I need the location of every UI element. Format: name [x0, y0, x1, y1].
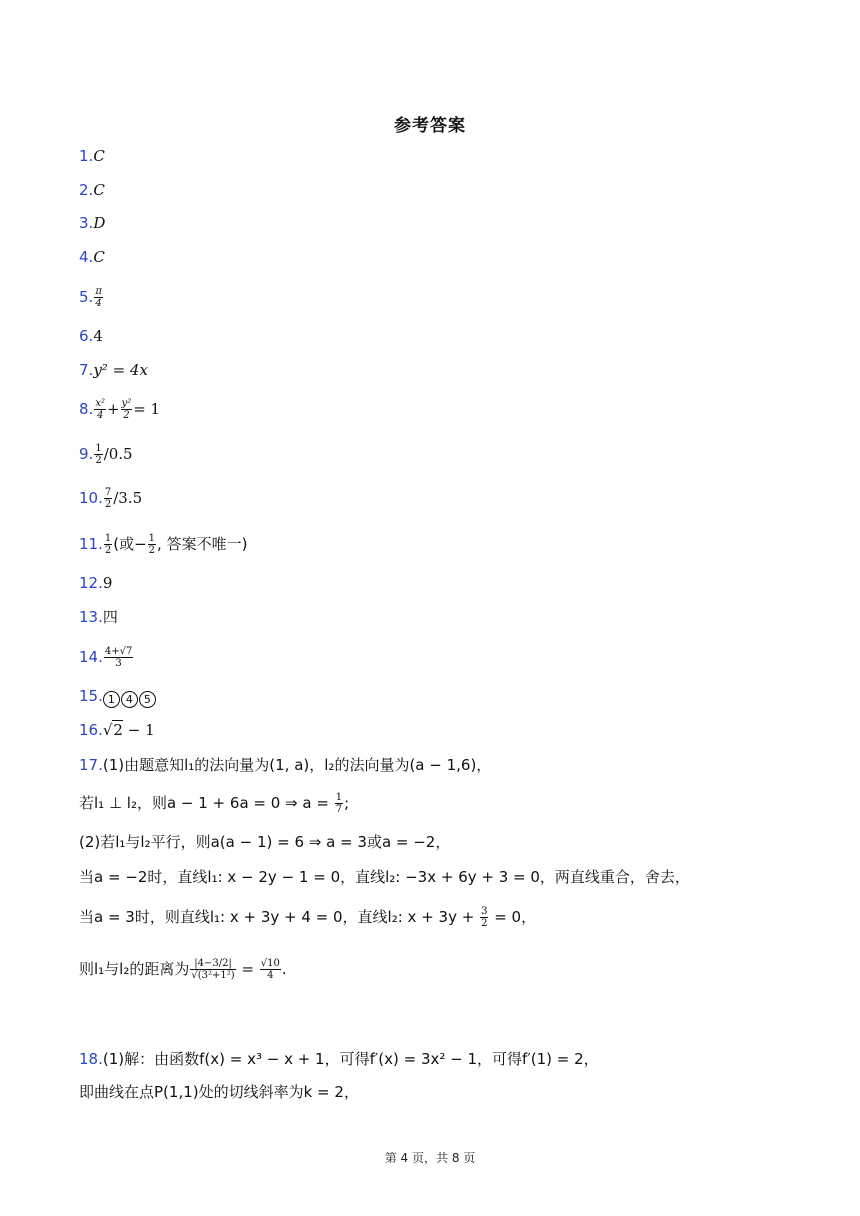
circled-number: 4 — [121, 691, 138, 708]
answer-number: 15. — [79, 687, 103, 705]
fraction: $\frac{1}{2}$ — [95, 443, 102, 466]
answer-4 — [79, 247, 105, 267]
solution-text: (1)解：由函数f(x) = x³ − x + 1，可得f′(x) = 3x² − 1，可得f′(1) = 2， — [102, 1050, 599, 1068]
answer-number: 10. — [79, 489, 103, 507]
q17-line-5 — [79, 906, 536, 929]
solution-text: (1)由题意知l₁的法向量为(1, a)，l₂的法向量为(a − 1,6)， — [102, 756, 492, 774]
fraction: $\frac{3}{2}$ — [481, 906, 488, 929]
equation-rest: = 1 — [133, 400, 161, 418]
answer-6 — [79, 326, 103, 346]
q18-line-2 — [79, 1082, 359, 1102]
equals-sign: = — [236, 960, 259, 978]
answer-text: , 答案不唯一) — [157, 535, 248, 553]
answer-14 — [79, 646, 134, 669]
answer-number: 4. — [79, 248, 94, 266]
solution-text: 若l₁ ⊥ l₂，则a − 1 + 6a = 0 ⇒ a = — [79, 794, 334, 812]
solution-text: 当a = 3时，则直线l₁: x + 3y + 4 = 0，直线l₂: x + 3y + — [79, 908, 480, 926]
sqrt-sign: √ — [102, 721, 113, 739]
answer-number: 8. — [79, 400, 94, 418]
fraction: $\frac{1}{7}$ — [335, 792, 343, 815]
answer-number: 14. — [79, 648, 103, 666]
answer-number: 12. — [79, 574, 103, 592]
solution-text: ; — [344, 794, 350, 812]
answer-value: /0.5 — [103, 445, 133, 463]
q17-line-3 — [79, 832, 450, 852]
answer-value: y² = 4x — [93, 361, 148, 379]
fraction: $\frac{\text{y²}}{2}$ — [121, 398, 132, 421]
solution-text: 即曲线在点P(1,1)处的切线斜率为k = 2， — [79, 1083, 359, 1101]
plus-sign: + — [106, 400, 120, 418]
fraction: $\frac{7}{2}$ — [104, 487, 112, 510]
answer-13 — [79, 607, 118, 627]
circled-number: 5 — [139, 691, 156, 708]
answer-15 — [79, 686, 157, 708]
answer-11 — [79, 533, 247, 556]
answer-5 — [79, 286, 104, 309]
answer-value: D — [93, 214, 106, 232]
answer-7 — [79, 360, 148, 380]
answer-value: /3.5 — [113, 489, 143, 507]
q17-line-4 — [79, 867, 690, 887]
circled-number: 1 — [103, 691, 120, 708]
answer-number: 5. — [79, 288, 94, 306]
answer-number: 7. — [79, 361, 94, 379]
answer-number: 9. — [79, 445, 94, 463]
answer-value: C — [93, 147, 105, 165]
answer-9 — [79, 443, 133, 466]
answer-number: 11. — [79, 535, 103, 553]
answer-number: 16. — [79, 721, 103, 739]
solution-text: = 0， — [489, 908, 537, 926]
page-title: 参考答案 — [394, 116, 466, 136]
answer-2 — [79, 180, 105, 200]
question-number: 18. — [79, 1050, 103, 1068]
fraction: $\frac{|4-3/2|}{\text{√(3²+1²)}}$ — [191, 958, 235, 981]
fraction: $\frac{\pi}{4}$ — [95, 286, 102, 309]
q18-line-1 — [79, 1049, 599, 1069]
solution-text: . — [281, 960, 287, 978]
answer-number: 1. — [79, 147, 94, 165]
answer-text: (或− — [113, 535, 147, 553]
radicand: 2 — [113, 721, 123, 739]
answer-value: − 1 — [122, 721, 155, 739]
answer-8 — [79, 398, 160, 421]
question-number: 17. — [79, 756, 103, 774]
fraction: $\frac{4+√7}{3}$ — [104, 646, 133, 669]
answer-1 — [79, 146, 105, 166]
answer-number: 13. — [79, 608, 103, 626]
q17-line-2 — [79, 792, 349, 815]
answer-value: 9 — [102, 574, 113, 592]
answer-16 — [79, 720, 155, 740]
answer-number: 2. — [79, 181, 94, 199]
answer-12 — [79, 573, 112, 593]
answer-value: 四 — [102, 608, 118, 626]
fraction: $\frac{1}{2}$ — [148, 533, 156, 556]
answer-value: 4 — [93, 327, 103, 345]
answer-number: 3. — [79, 214, 94, 232]
solution-text: 当a = −2时，直线l₁: x − 2y − 1 = 0，直线l₂: −3x + 6y + 3 = 0，两直线重合，舍去， — [79, 868, 690, 886]
solution-text: (2)若l₁与l₂平行，则a(a − 1) = 6 ⇒ a = 3或a = −2， — [79, 833, 451, 851]
fraction: $\frac{\text{x²}}{4}$ — [95, 398, 105, 421]
fraction: $\frac{√10}{4}$ — [260, 958, 280, 981]
q17-line-6 — [79, 958, 287, 981]
answer-10 — [79, 487, 142, 510]
answer-number: 6. — [79, 327, 94, 345]
page-footer: 第 4 页，共 8 页 — [384, 1151, 476, 1165]
fraction: $\frac{1}{2}$ — [104, 533, 112, 556]
q17-line-1 — [79, 755, 491, 775]
answer-value: C — [93, 181, 105, 199]
solution-text: 则l₁与l₂的距离为 — [79, 960, 190, 978]
answer-3 — [79, 213, 105, 233]
answer-value: C — [93, 248, 105, 266]
